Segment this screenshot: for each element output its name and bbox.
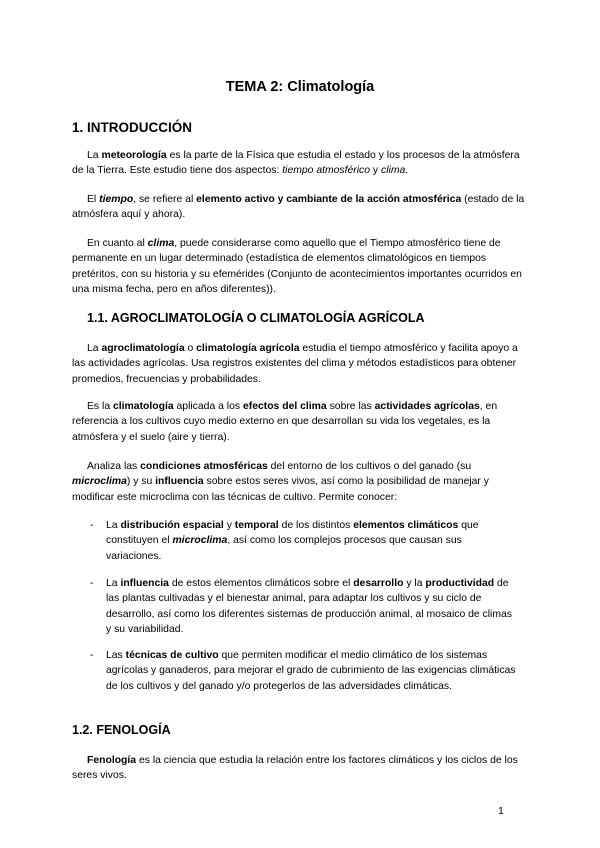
list-item-distribucion: La distribución espacial y temporal de los distintos elementos climáticos que constituyen el microclima, así como los complejos procesos que causan sus variaciones. xyxy=(106,520,479,562)
paragraph-agroclimatologia: La agroclimatología o climatología agrícola estudia el tiempo atmosférico y facilita apoyo a las actividades agrícolas. Usa registros existentes del clima y métodos estadísticos para obtener promedios, frecuencias y probabilidades. xyxy=(72,343,518,385)
section-heading-introduccion: 1. INTRODUCCIÓN xyxy=(72,120,193,135)
bullet-dash: - xyxy=(90,520,94,531)
paragraph-climatologia-aplicada: Es la climatología aplicada a los efectos del clima sobre las actividades agrícolas, en referencia a los cultivos cuyo medio externo en que desarrollan su vida los vegetales, es la atmósfera y el suelo (aire y tierra). xyxy=(72,401,498,443)
list-item-influencia: La influencia de estos elementos climáticos sobre el desarrollo y la productividad de las plantas cultivadas y el bienestar animal, para adaptar los cultivos y su ciclo de desarrollo, así como los diferentes sistemas de producción animal, al mosaico de climas y su variabilidad. xyxy=(106,578,512,636)
paragraph-condiciones-atmosfericas: Analiza las condiciones atmosféricas del entorno de los cultivos o del ganado (su microclima) y su influencia sobre estos seres vivos, así como la posibilidad de manejar y modificar este microclima con las técnicas de cultivo. Permite conocer: xyxy=(72,461,489,503)
page-number: 1 xyxy=(498,806,504,817)
paragraph-meteorologia: La meteorología es la parte de la Física que estudia el estado y los procesos de la atmósfera de la Tierra. Este estudio tiene dos aspectos: tiempo atmosférico y clima. xyxy=(72,150,520,177)
list-item-tecnicas-cultivo: Las técnicas de cultivo que permiten modificar el medio climático de los sistemas agrícolas y ganaderos, para mejorar el grado de cubrimiento de las exigencias climáticas de los cultivos y del ganado y/o protegerlos de las adversidades climáticas. xyxy=(106,650,516,692)
bullet-dash: - xyxy=(90,650,94,661)
paragraph-tiempo: El tiempo, se refiere al elemento activo y cambiante de la acción atmosférica (estado de la atmósfera aquí y ahora). xyxy=(72,194,525,221)
subsection-heading-fenologia: 1.2. FENOLOGÍA xyxy=(72,723,171,737)
document-title: TEMA 2: Climatología xyxy=(225,79,375,95)
subsection-heading-agroclimatologia: 1.1. AGROCLIMATOLOGÍA O CLIMATOLOGÍA AGRÍCOLA xyxy=(87,311,425,325)
bullet-dash: - xyxy=(90,578,94,589)
paragraph-clima: En cuanto al clima, puede considerarse como aquello que el Tiempo atmosférico tiene de permanente en un lugar determinado (estadística de elementos climatológicos en tiempos pretéritos, con su historia y su efemérides (Conjunto de acontecimientos importantes ocurridos en una misma fecha, pero en años diferentes)). xyxy=(72,238,522,296)
paragraph-fenologia: Fenología es la ciencia que estudia la relación entre los factores climáticos y los ciclos de los seres vivos. xyxy=(72,755,518,782)
